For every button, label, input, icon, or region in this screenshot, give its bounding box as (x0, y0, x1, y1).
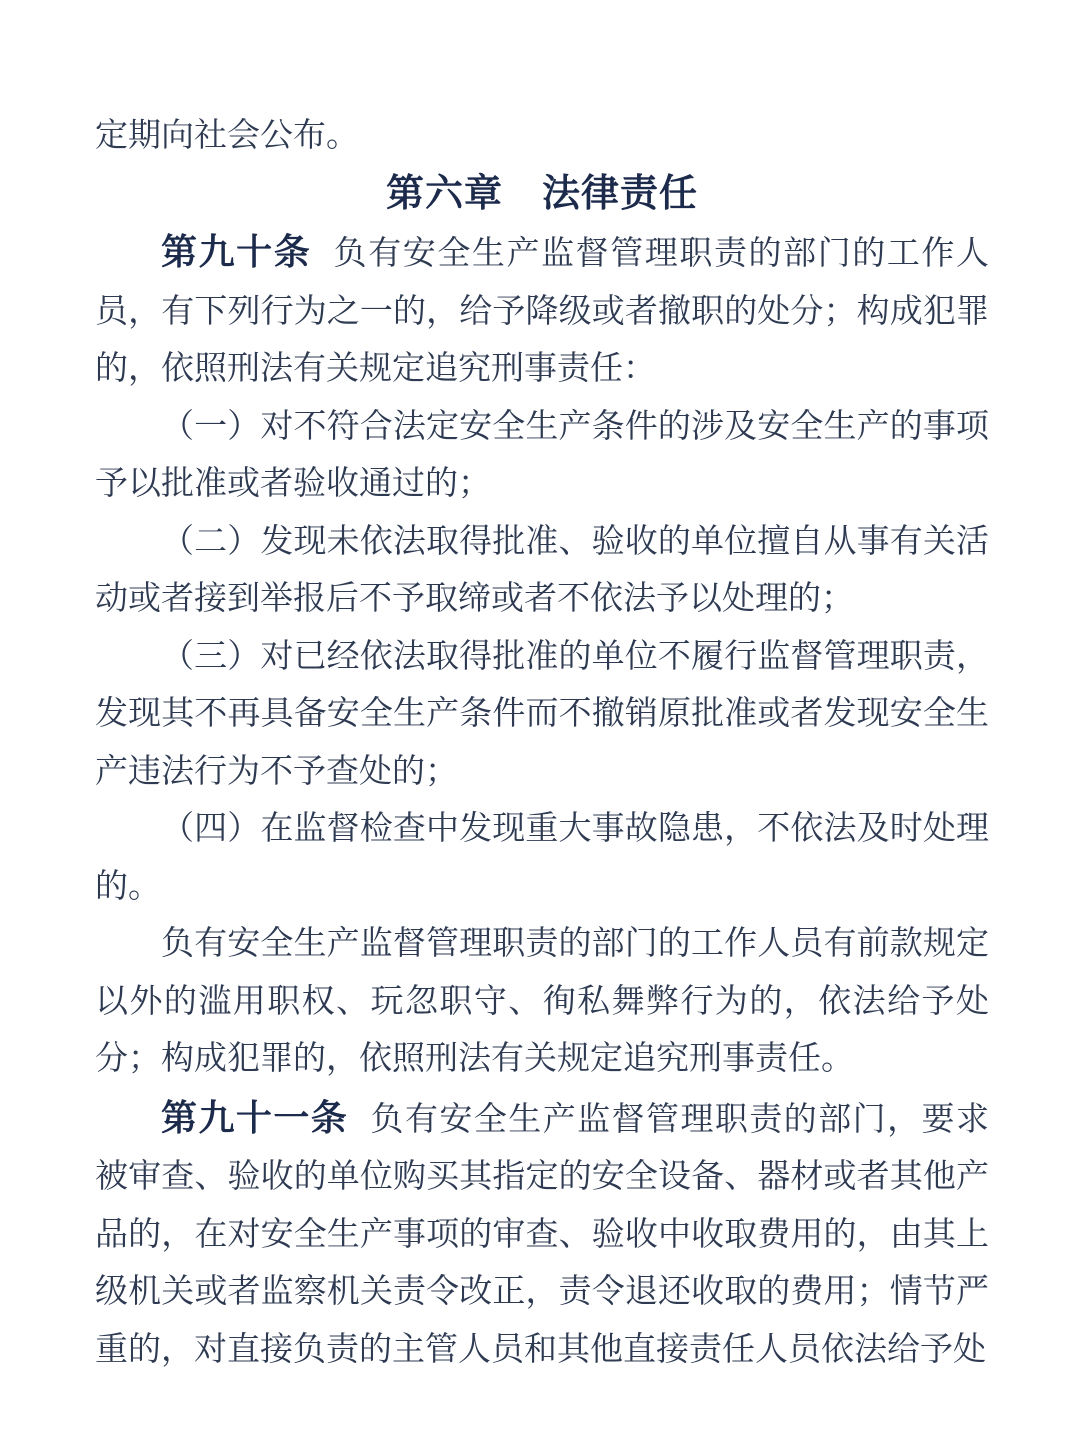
article-90-text: 负有安全生产监督管理职责的部门的工作人员，有下列行为之一的，给予降级或者撤职的处分；构成犯罪的，依照刑法有关规定追究刑事责任： (95, 236, 989, 387)
continuation-paragraph: 定期向社会公布。 (95, 118, 359, 154)
article-91-paragraph (95, 1089, 989, 1380)
article-90-number: 第九十条 (161, 231, 312, 272)
article-90-item-1-paragraph: （一）对不符合法定安全生产条件的涉及安全生产的事项予以批准或者验收通过的； (95, 408, 989, 502)
article-90-item-3-paragraph: （三）对已经依法取得批准的单位不履行监督管理职责，发现其不再具备安全生产条件而不撤销原批准或者发现安全生产违法行为不予查处的； (95, 638, 989, 790)
chapter-heading: 第六章 法律责任 (385, 172, 698, 215)
article-91-text: 负有安全生产监督管理职责的部门，要求被审查、验收的单位购买其指定的安全设备、器材或者其他产品的，在对安全生产事项的审查、验收中收取费用的，由其上级机关或者监察机关责令改正，责令退还收取的费用；情节严重的，对直接负责的主管人员和其他直接责任人员依法给予处 (95, 1101, 989, 1368)
article-90-paragraph (95, 223, 989, 399)
article-91-number: 第九十一条 (161, 1096, 349, 1138)
article-90-item-4-paragraph: （四）在监督检查中发现重大事故隐患，不依法及时处理的。 (95, 811, 989, 905)
article-90-item-2-paragraph: （二）发现未依法取得批准、验收的单位擅自从事有关活动或者接到举报后不予取缔或者不依法予以处理的； (95, 523, 989, 617)
article-90-clause-2-paragraph: 负有安全生产监督管理职责的部门的工作人员有前款规定以外的滥用职权、玩忽职守、徇私舞弊行为的，依法给予处分；构成犯罪的，依照刑法有关规定追究刑事责任。 (95, 926, 989, 1077)
